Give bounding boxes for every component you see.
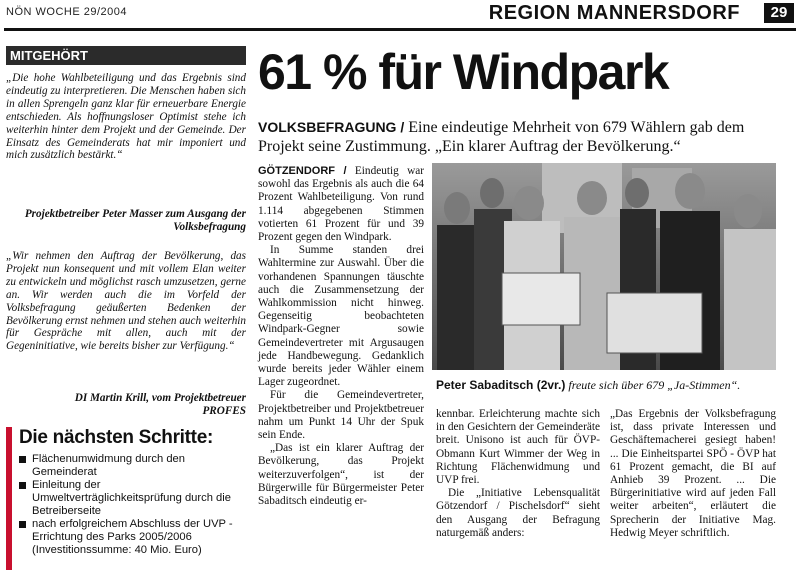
paragraph: Eindeutig war sowohl das Ergebnis als auch die 64 Prozent Wahlbeteiligung. Von rund 1.114 abgegebenen Stimmen votierten 61 Prozent für und 39 Prozent gegen den Windpark. xyxy=(258,165,425,244)
publication-label: NÖN WOCHE 29/2004 xyxy=(6,6,127,18)
list-item xyxy=(19,453,248,479)
list-item xyxy=(19,479,248,518)
article-column-1 xyxy=(258,165,424,508)
page-number: 29 xyxy=(764,3,794,23)
list-item xyxy=(19,518,248,557)
headline: 61 % für Windpark xyxy=(258,44,669,100)
list-item-text: Flächenumwidmung durch den Gemeinderat xyxy=(32,453,185,478)
bullet-square-icon xyxy=(19,482,26,489)
quote-krill-attribution xyxy=(6,392,246,418)
region-title: REGION MANNERSDORF xyxy=(488,2,740,24)
next-steps-title: Die nächsten Schritte: xyxy=(19,427,214,448)
bullet-square-icon xyxy=(19,456,26,463)
dateline: GÖTZENDORF / xyxy=(258,165,347,177)
rubric: VOLKSBEFRAGUNG / xyxy=(258,119,405,135)
paragraph: „Das Ergebnis der Volksbefragung ist, dass private Interessen und Geschäftemacherei gesiegt haben! ... Die Einheitspartei SPÖ - ÖVP hat 61 Prozent gemacht, die BI auf Anhieb 39 Prozent. ... Die Bürgerinitiative wird auf jeden Fall weiter arbeiten“, erläutert die Sprecherin der Initiative Mag. Hedwig Meyer schriftlich. xyxy=(610,408,776,539)
next-steps-box xyxy=(6,427,248,570)
photo xyxy=(432,163,776,370)
paragraph: Die „Initiative Lebensqualität Götzendorf / Pischelsdorf“ sieht den Ausgang der Befragung naturgemäß anders: xyxy=(436,487,600,539)
list-item-text: Einleitung der Umweltverträglichkeitsprüfung durch die Betreiberseite xyxy=(32,479,231,517)
quote-krill: „Wir nehmen den Auftrag der Bevölkerung, das Projekt nun konsequent und mit vollem Elan weiter zu entwickeln und möglichst rasch umzusetzen, gerne an. Wir werden auch die im Vorfeld der Volksbefragung geäußerten Bedenken der Bevölkerung ernst nehmen und stehen auch weiterhin für Gespräche mit allen, auch mit der Gegeninitiative, wie bereits bisher zur Verfügung.“ xyxy=(6,250,246,353)
paragraph: „Das ist ein klarer Auftrag der Bevölkerung, das Projekt weiterzuverfolgen“, ist der Bürgerwille für Bürgermeister Peter Sabaditsch eindeutig er- xyxy=(258,442,424,508)
masthead-rule xyxy=(4,28,796,31)
deck xyxy=(258,118,778,156)
paragraph: kennbar. Erleichterung machte sich in den Gesichtern der Gemeinderäte breit. Unisono ist auch für ÖVP-Obmann Kurt Wimmer der Weg in Richtung Flächenwidmung und UVP frei. xyxy=(436,408,600,487)
photo-people-illustration xyxy=(432,163,776,370)
deck-text: Eine eindeutige Mehrheit von 679 Wählern gab dem Projekt seine Zustimmung. „Ein klarer Auftrag der Bevölkerung.“ xyxy=(258,119,745,155)
article-column-3 xyxy=(610,408,776,540)
article-column-2 xyxy=(436,408,600,540)
attribution-line: PROFES xyxy=(202,404,246,417)
caption-name: Peter Sabaditsch (2vr.) xyxy=(436,378,566,392)
caption-text: freute sich über 679 „Ja-Stimmen“. xyxy=(568,378,741,392)
paragraph: In Summe standen drei Wahltermine zur Auswahl. Über die vorhandenen Spannungen täuschte auch die Zusammensetzung der Wahlkommission nicht hinweg. Gegenseitig beobachteten Windpark-Gegner sowie Gemeindevertreter mit Argusaugen jede Handbewegung. Gedanklich wurde bereits jeder Wähler einem Lager zugeordnet. xyxy=(258,244,424,389)
next-steps-list xyxy=(19,453,248,557)
bullet-square-icon xyxy=(19,521,26,528)
quote-masser-attribution: Projektbetreiber Peter Masser zum Ausgang der Volksbefragung xyxy=(24,208,246,233)
list-item-text: nach erfolgreichem Abschluss der UVP - Errichtung des Parks 2005/2006 (Investitionssumme: 40 Mio. Euro) xyxy=(32,518,233,556)
photo-caption xyxy=(436,378,780,393)
mitgehoert-kicker: MITGEHÖRT xyxy=(6,46,246,65)
quote-masser: „Die hohe Wahlbeteiligung und das Ergebnis sind eindeutig zu interpretieren. Die Menschen haben sich in allen Sprengeln ganz klar für erneuerbare Energie entschieden. Als hoffnungsloser Optimist stehe ich weiterhin hinter dem Projekt und der Gemeinde. Der Einsatz des Gemeinderats hat mir imponiert und mich zusätzlich bestärkt.“ xyxy=(6,72,246,162)
paragraph: Für die Gemeindevertreter, Projektbetreiber und Projektbetreuer nahm um Punkt 14 Uhr der Spuk sein Ende. xyxy=(258,389,424,442)
attribution-line: DI Martin Krill, vom Projektbetreuer xyxy=(74,392,246,404)
